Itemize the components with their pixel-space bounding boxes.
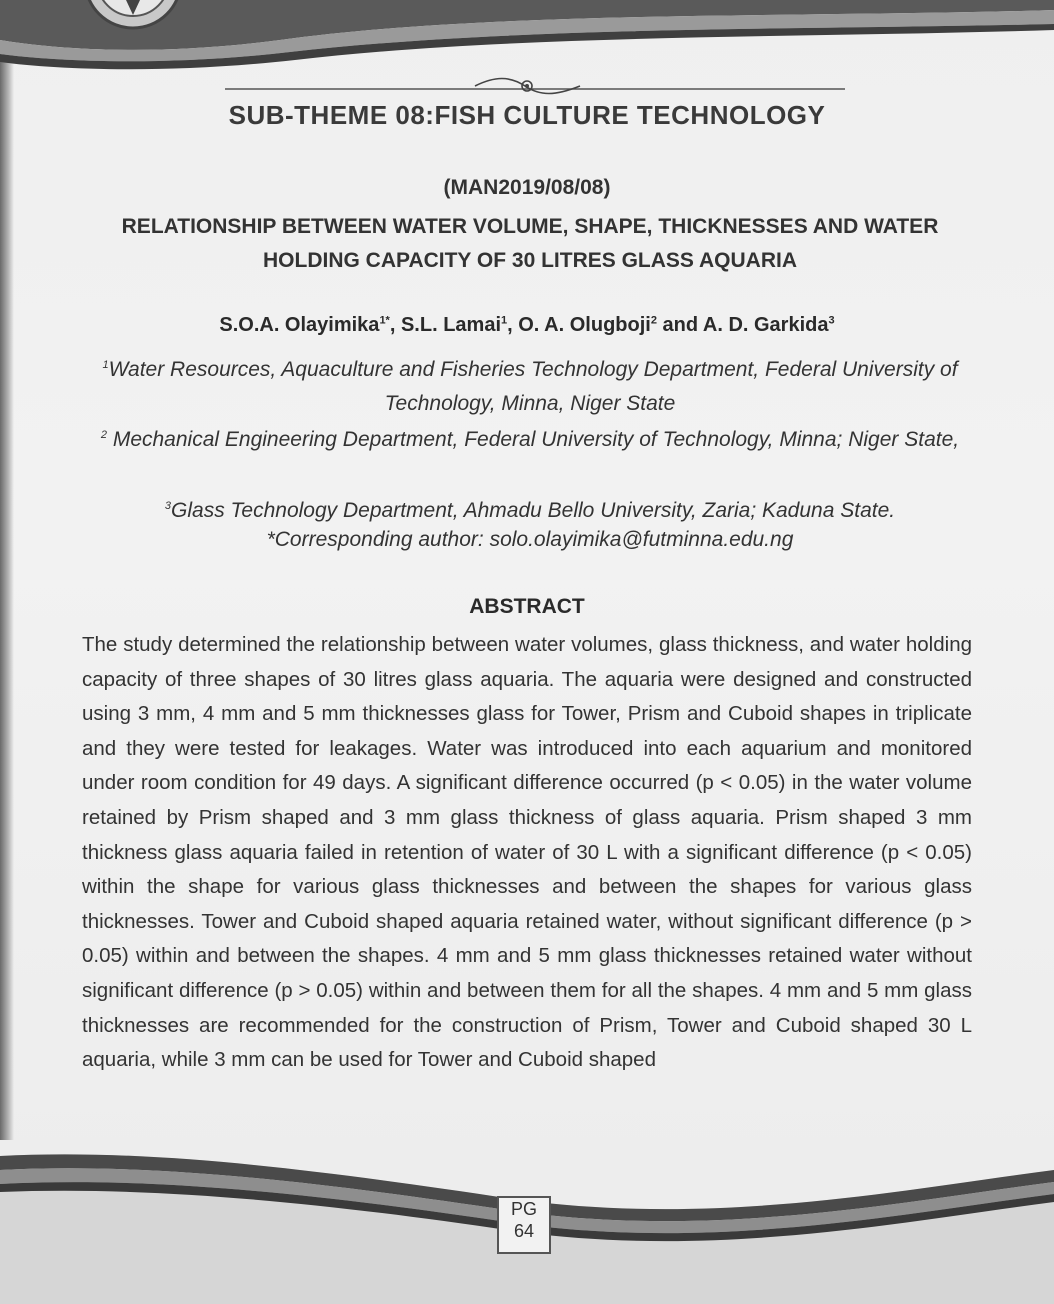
author-affiliation-mark: 1* (379, 314, 390, 327)
page-number: 64 (513, 1221, 535, 1241)
author-affiliation-mark: 1 (501, 314, 508, 327)
author-name: S.L. Lamai (400, 314, 501, 336)
affiliation-mark: 2 (100, 429, 107, 441)
affiliation-mark: 3 (164, 500, 172, 512)
page-number-box (497, 1196, 551, 1254)
abstract-text: The study determined the relationship between water volumes, glass thickness, and water holding capacity of three shapes of 30 litres glass aquaria. The aquaria were designed and constructed using 3 mm, 4 mm and 5 mm thicknesses glass for Tower, Prism and Cuboid shapes in triplicate and they were tested for leakages. Water was introduced into each aquarium and monitored under room condition for 49 days. A significant difference occurred (p < 0.05) in the water volume retained by Prism shaped and 3 mm glass thickness of glass aquaria. Prism shaped 3 mm thickness glass aquaria failed in retention of water of 30 L with a significant difference (p < 0.05) within the shape for various glass thicknesses and between the shapes for various glass thicknesses. Tower and Cuboid shaped aquaria retained water, without significant difference (p > 0.05) within and between the shapes. 4 mm and 5 mm glass thicknesses retained water without significant difference (p > 0.05) within and between them for all the shapes. 4 mm and 5 mm glass thicknesses are recommended for the construction of Prism, Tower and Cuboid shaped 30 L aquaria, while 3 mm can be used for Tower and Cuboid shaped (82, 633, 972, 1072)
paper-title: RELATIONSHIP BETWEEN WATER VOLUME, SHAPE, THICKNESSES AND WATER HOLDING CAPACITY OF 30 LITRES GLASS AQUARIA (121, 215, 939, 272)
author-separator: , (389, 314, 401, 336)
sub-theme-heading: SUB-THEME 08:FISH CULTURE TECHNOLOGY (228, 100, 826, 130)
author-affiliation-mark: 2 (650, 314, 657, 327)
affiliation-text: Glass Technology Department, Ahmadu Bello University, Zaria; Kaduna State. (171, 499, 896, 522)
author-name: A. D. Garkida (702, 314, 829, 336)
author-separator: , (507, 314, 519, 336)
corresponding-author: *Corresponding author: solo.olayimika@futminna.edu.ng (266, 528, 794, 551)
affiliation-1 (70, 348, 990, 421)
author-list (0, 314, 1054, 337)
affiliation-text: Mechanical Engineering Department, Federal University of Technology, Minna; Niger State, (107, 428, 960, 451)
affiliation-2 (70, 418, 990, 457)
affiliation-mark: 1 (102, 359, 109, 371)
author-name: O. A. Olugboji (518, 314, 651, 336)
page-label: PG (510, 1199, 537, 1219)
author-separator: and (656, 314, 703, 336)
author-name: S.O.A. Olayimika (219, 314, 380, 336)
abstract-heading: ABSTRACT (469, 595, 585, 618)
society-logo (78, 0, 188, 50)
paper-code: (MAN2019/08/08) (443, 176, 611, 199)
affiliation-text: Water Resources, Aquaculture and Fisheries Technology Department, Federal University of Technology, Minna, Niger State (108, 358, 958, 415)
author-affiliation-mark: 3 (828, 314, 835, 327)
title-ornament (455, 70, 600, 98)
